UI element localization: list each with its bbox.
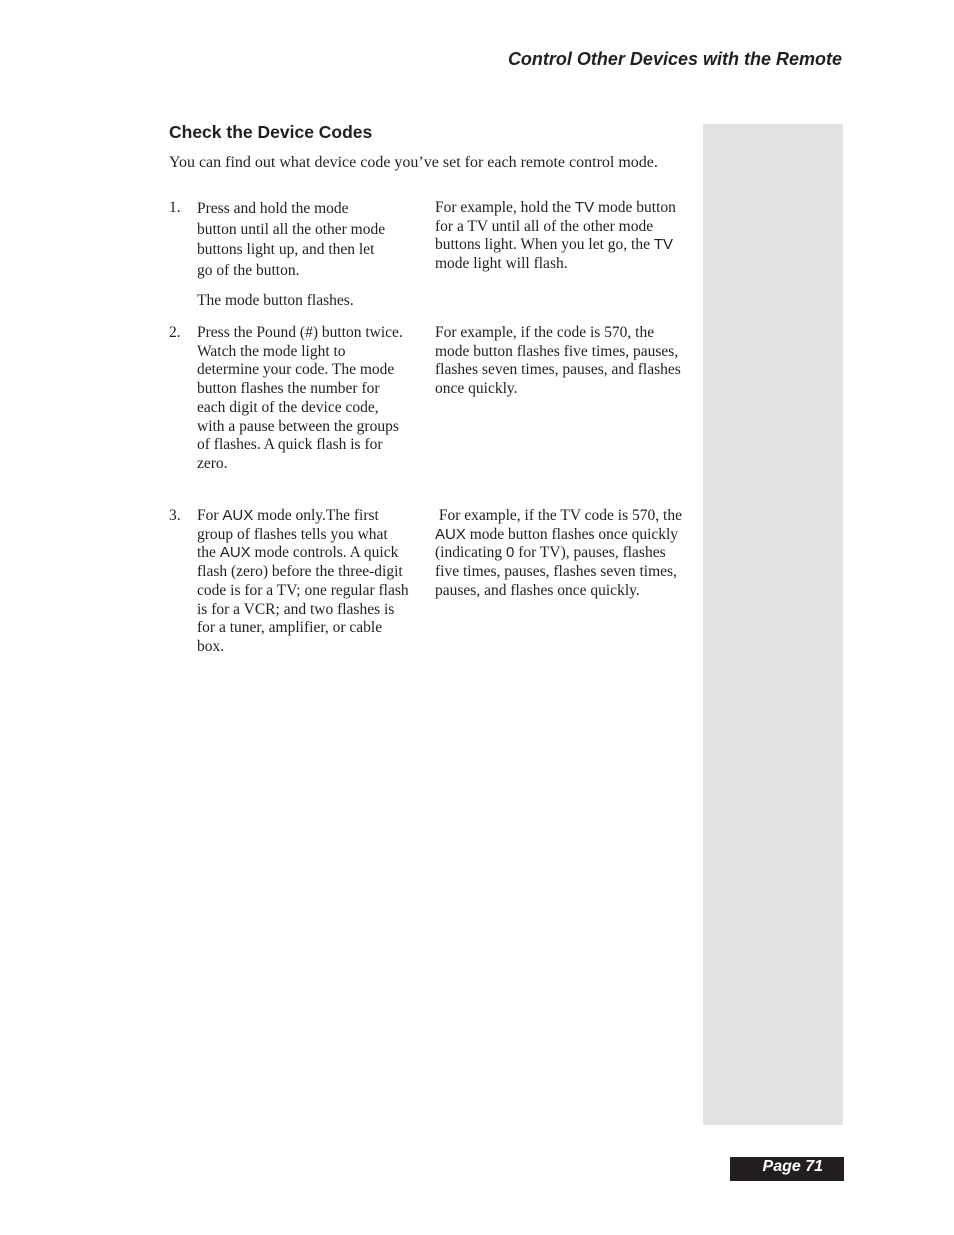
instruction-result: The mode button flashes. xyxy=(197,292,354,309)
instruction-text: Press and hold the mode button until all the other mode buttons light up, and then let go of the button. xyxy=(197,200,386,279)
running-header-title: Control Other Devices with the Remote xyxy=(507,49,842,69)
mode-key-label: TV xyxy=(653,236,674,254)
section-intro: You can find out what device code you’ve set for each remote control mode. xyxy=(169,154,658,171)
page-number-badge: Page 71 xyxy=(730,1157,844,1181)
mode-key-label: TV xyxy=(574,199,595,216)
step-example: For example, hold the TV mode button for a TV until all of the other mode buttons light. When you let go, the TV mode light will flash. xyxy=(435,199,676,273)
section-title: Check the Device Codes xyxy=(169,122,373,142)
mode-key-label: AUX xyxy=(219,544,251,562)
step-example: For example, if the TV code is 570, the AUX mode button flashes once quickly (indicating 0 for TV), pauses, flashes five times, pauses, flashes seven times, pauses, and flashes once quickly. xyxy=(435,507,686,599)
digit-label: 0 xyxy=(506,544,515,562)
step-instruction xyxy=(197,199,409,311)
step-number: 3. xyxy=(169,507,181,524)
step-instruction xyxy=(197,324,409,474)
step-number: 2. xyxy=(169,324,181,341)
mode-key-label: AUX xyxy=(435,525,466,543)
step-number: 1. xyxy=(169,199,181,216)
margin-sidebar xyxy=(703,124,843,1125)
instruction-text: Watch the mode light to determine your code. The mode button flashes the number for each digit of the device code, with a pause between the groups of flashes. A quick flash is for zero. xyxy=(197,342,399,472)
mode-key-label: AUX xyxy=(222,507,254,524)
step-instruction: For AUX mode only.The first group of flashes tells you what the AUX mode controls. A quick flash (zero) before the three-digit code is for a TV; one regular flash is for a VCR; and two flashes is for a tuner, amplifier, or cable box. xyxy=(197,507,409,655)
instruction-text: Press the Pound (#) button twice. xyxy=(197,324,403,341)
step-example: For example, if the code is 570, the mode button flashes five times, pauses, flashes seven times, pauses, and flashes once quickly. xyxy=(435,324,681,398)
